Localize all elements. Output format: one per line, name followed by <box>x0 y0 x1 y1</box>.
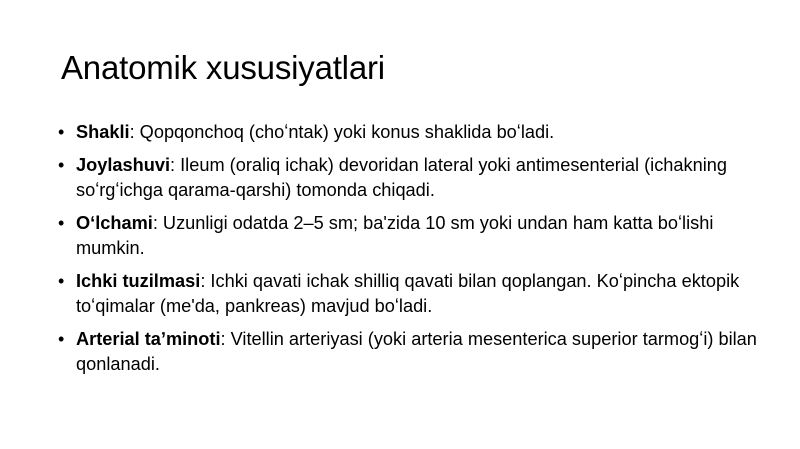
bullet-term: Arterial taʼminoti <box>76 328 221 349</box>
slide-title: Anatomik xususiyatlari <box>61 49 385 86</box>
bullet-dot-icon: • <box>58 328 65 349</box>
bullet-text: : Vitellin arteriyasi (yoki arteria mesenterica superior tarmogʻi) bilan qonlanadi. <box>76 328 757 374</box>
bullet-text: : Ileum (oraliq ichak) devoridan lateral yoki antimesenterial (ichakning soʻrgʻichga qarama-qarshi) tomonda chiqadi. <box>76 154 728 200</box>
bullet-term: Shakli <box>76 122 130 142</box>
bullet-term: Joylashuvi <box>76 154 171 175</box>
bullet-item-ichki-tuzilmasi <box>58 269 758 320</box>
bullet-dot-icon: • <box>58 122 65 142</box>
bullet-item-olchami <box>58 211 758 262</box>
bullet-item-joylashuvi <box>58 153 758 204</box>
bullet-term: Oʻlchami <box>76 212 153 233</box>
bullet-text: : Ichki qavati ichak shilliq qavati bilan qoplangan. Koʻpincha ektopik toʻqimalar (me'da, pankreas) mavjud boʻladi. <box>76 270 740 316</box>
bullet-item-shakli <box>58 120 758 146</box>
bullet-text: : Uzunligi odatda 2–5 sm; ba'zida 10 sm yoki undan ham katta boʻlishi mumkin. <box>76 212 714 258</box>
bullet-text: : Qopqonchoq (choʻntak) yoki konus shaklida boʻladi. <box>129 122 555 142</box>
bullet-dot-icon: • <box>58 270 65 291</box>
bullet-term: Ichki tuzilmasi <box>76 270 201 291</box>
bullet-item-arterial-taminoti <box>58 327 758 378</box>
bullet-dot-icon: • <box>58 212 65 233</box>
bullet-dot-icon: • <box>58 154 65 175</box>
bullet-list <box>58 120 758 385</box>
